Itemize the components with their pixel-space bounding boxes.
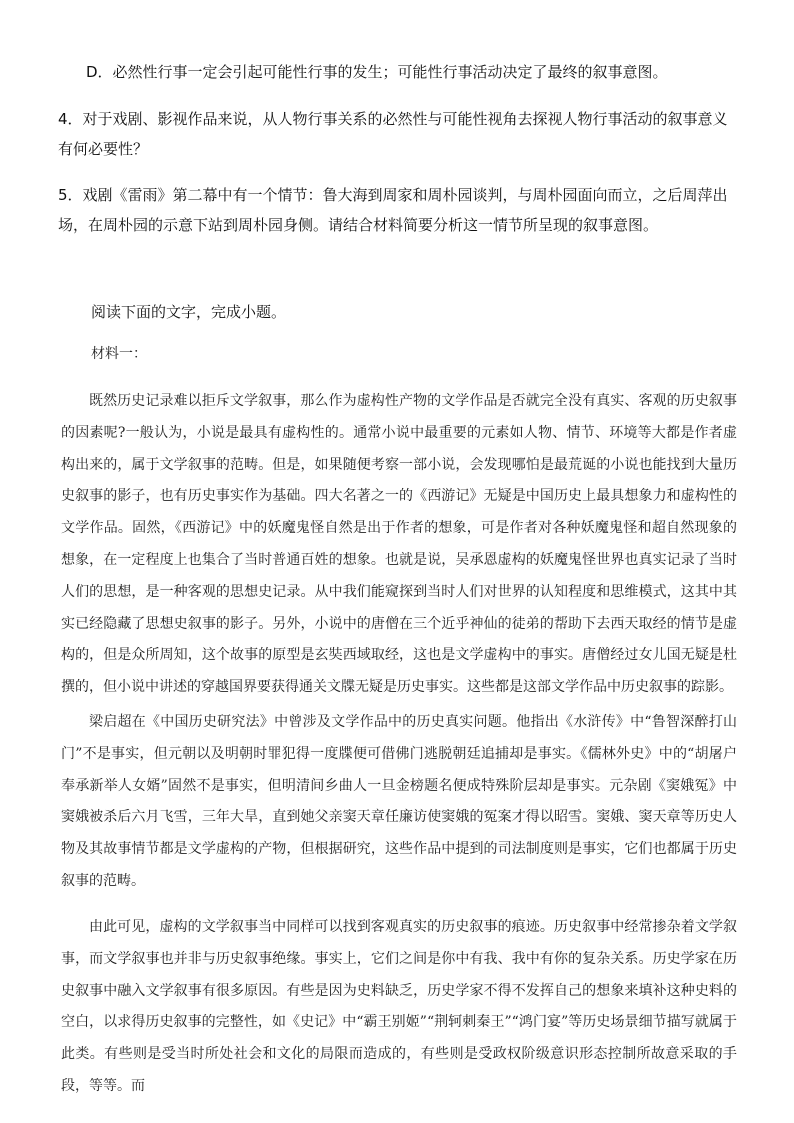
- question-5: 5．戏剧《雷雨》第二幕中有一个情节：鲁大海到周家和周朴园谈判，与周朴园面向而立，之后周萍出场，在周朴园的示意下站到周朴园身侧。请结合材料简要分析这一情节所呈现的叙事意图。: [58, 186, 728, 234]
- question-option-d: D．必然性行事一定会引起可能性行事的发生；可能性行事活动决定了最终的叙事意图。: [86, 63, 668, 81]
- material-paragraph-1: 既然历史记录难以拒斥文学叙事，那么作为虚构性产物的文学作品是否就完全没有真实、客观的历史叙事的因素呢?一般认为，小说是最具有虚构性的。通常小说中最重要的元素如人物、情节、环境等大都是作者虚构出来的，属于文学叙事的范畴。但是，如果随便考察一部小说，会发现哪怕是最荒诞的小说也能找到大量历史叙事的影子，也有历史事实作为基础。四大名著之一的《西游记》无疑是中国历史上最具想象力和虚构性的文学作品。固然，《西游记》中的妖魔鬼怪自然是出于作者的想象，可是作者对各种妖魔鬼怪和超自然现象的想象，在一定程度上也集合了当时普通百姓的想象。也就是说，吴承恩虚构的妖魔鬼怪世界也真实记录了当时人们的思想，是一种客观的思想史记录。从中我们能窥探到当时人们对世界的认知程度和思维模式，这其中其实已经隐藏了思想史叙事的影子。另外，小说中的唐僧在三个近乎神仙的徒弟的帮助下去西天取经的情节是虚构的，但是众所周知，这个故事的原型是玄奘西域取经，这也是文学虚构中的事实。唐僧经过女儿国无疑是杜撰的，但小说中讲述的穿越国界要获得通关文牒无疑是历史事实。这些都是这部文学作品中历史叙事的踪影。: [61, 393, 737, 696]
- material-label: 材料一：: [91, 346, 147, 362]
- material-paragraph-3: 由此可见，虚构的文学叙事当中同样可以找到客观真实的历史叙事的痕迹。历史叙事中经常掺杂着文学叙事，而文学叙事也并非与历史叙事绝缘。事实上，它们之间是你中有我、我中有你的复杂关系。历史学家在历史叙事中融入文学叙事有很多原因。有些是因为史料缺乏，历史学家不得不发挥自己的想象来填补这种史料的空白，以求得历史叙事的完整性，如《史记》中“霸王别姬”“荆轲刺秦王”“鸿门宴”等历史场景细节描写就属于此类。有些则是受当时所处社会和文化的局限而造成的，有些则是受政权阶级意识形态控制所故意采取的手段，等等。而: [61, 919, 737, 1094]
- reading-instruction: 阅读下面的文字，完成小题。: [91, 303, 287, 321]
- material-paragraph-2: 梁启超在《中国历史研究法》中曾涉及文学作品中的历史真实问题。他指出《水浒传》中“鲁智深醉打山门”不是事实，但元朝以及明朝时罪犯得一度牒便可借佛门逃脱朝廷追捕却是事实。《儒林外史》中的“胡屠户奉承新举人女婿”固然不是事实，但明清间乡曲人一旦金榜题名便成特殊阶层却是事实。元杂剧《窦娥冤》中窦娥被杀后六月飞雪，三年大旱，直到她父亲窦天章任廉访使窦娥的冤案才得以昭雪。窦娥、窦天章等历史人物及其故事情节都是文学虚构的产物，但根据研究，这些作品中提到的司法制度则是事实，它们也都属于历史叙事的范畴。: [61, 714, 737, 889]
- question-4: 4．对于戏剧、影视作品来说，从人物行事关系的必然性与可能性视角去探视人物行事活动的叙事意义有何必要性？: [58, 110, 728, 158]
